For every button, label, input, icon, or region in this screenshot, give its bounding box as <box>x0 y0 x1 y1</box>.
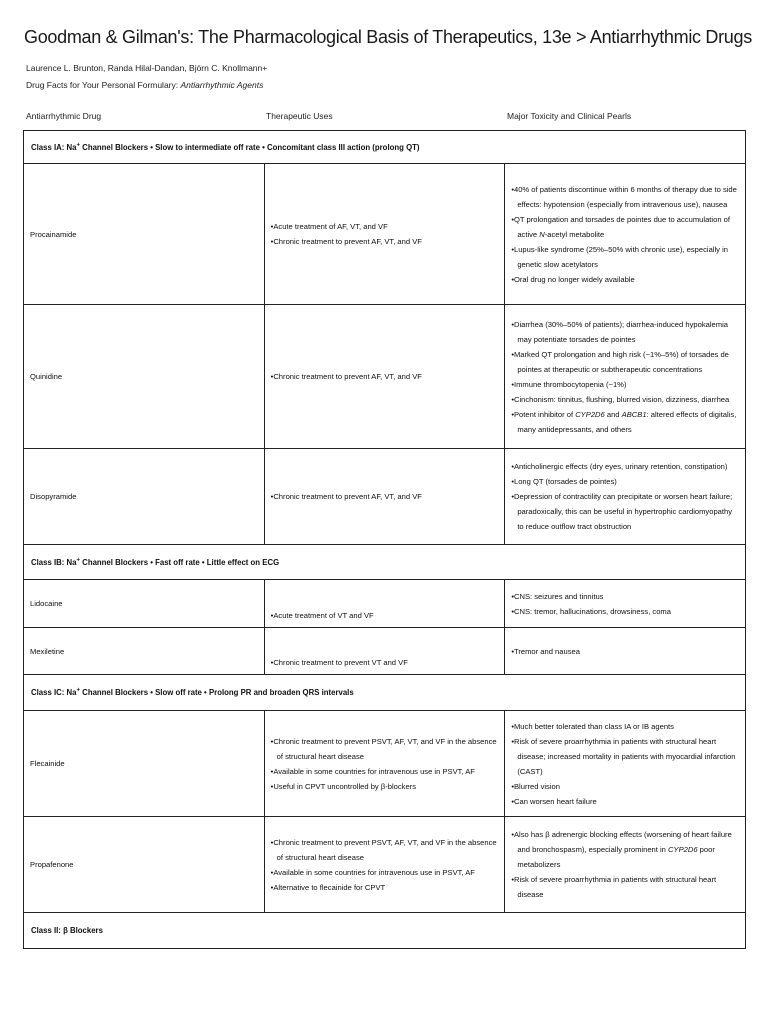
drug-name: Flecainide <box>24 711 265 817</box>
class-row-ic <box>24 675 746 711</box>
list-item: • Chronic treatment to prevent PSVT, AF, VT, and VF in the absence of structural heart disease <box>271 835 499 865</box>
list-item: • CNS: tremor, hallucinations, drowsiness, coma <box>511 604 739 619</box>
toxicity-notes <box>505 305 746 449</box>
list-item: • Chronic treatment to prevent VT and VF <box>271 655 499 670</box>
toxicity-notes <box>505 628 746 675</box>
table-row-disopyramide <box>24 449 746 545</box>
table-row-flecainide <box>24 711 746 817</box>
drug-name: Procainamide <box>24 164 265 305</box>
list-item: • Blurred vision <box>511 779 739 794</box>
list-item: • Tremor and nausea <box>511 644 739 659</box>
list-item: • CNS: seizures and tinnitus <box>511 589 739 604</box>
table-row-mexiletine <box>24 628 746 675</box>
drug-name: Propafenone <box>24 817 265 913</box>
list-item: • Diarrhea (30%–50% of patients); diarrhea-induced hypokalemia may potentiate torsades de pointes <box>511 317 739 347</box>
class-label-ic: Class IC: Na+ Channel Blockers • Slow off rate • Prolong PR and broaden QRS intervals <box>24 675 746 711</box>
toxicity-notes <box>505 449 746 545</box>
list-item: • Chronic treatment to prevent AF, VT, and VF <box>271 234 499 249</box>
column-header-uses: Therapeutic Uses <box>266 111 333 121</box>
list-item: • Marked QT prolongation and high risk (~1%–5%) of torsades de pointes at therapeutic or subtherapeutic concentrations <box>511 347 739 377</box>
class-row-ii <box>24 913 746 949</box>
list-item: • Immune thrombocytopenia (~1%) <box>511 377 739 392</box>
list-item: • Much better tolerated than class IA or IB agents <box>511 719 739 734</box>
list-item: • Potent inhibitor of CYP2D6 and ABCB1: altered effects of digitalis, many antidepressants, and others <box>511 407 739 437</box>
therapeutic-uses <box>264 164 505 305</box>
table-row-propafenone <box>24 817 746 913</box>
toxicity-notes <box>505 817 746 913</box>
list-item: • Anticholinergic effects (dry eyes, urinary retention, constipation) <box>511 459 739 474</box>
subtitle-italic: Antiarrhythmic Agents <box>180 80 264 90</box>
list-item: • Lupus-like syndrome (25%–50% with chronic use), especially in genetic slow acetylators <box>511 242 739 272</box>
table-row-lidocaine <box>24 580 746 628</box>
toxicity-notes <box>505 711 746 817</box>
list-item: • Cinchonism: tinnitus, flushing, blurred vision, dizziness, diarrhea <box>511 392 739 407</box>
therapeutic-uses <box>264 580 505 628</box>
list-item: • Long QT (torsades de pointes) <box>511 474 739 489</box>
class-label-ii: Class II: β Blockers <box>24 913 746 949</box>
toxicity-notes <box>505 164 746 305</box>
therapeutic-uses <box>264 817 505 913</box>
list-item: • QT prolongation and torsades de pointes due to accumulation of active N-acetyl metabolite <box>511 212 739 242</box>
column-headers <box>0 111 768 123</box>
therapeutic-uses <box>264 449 505 545</box>
class-row-ib <box>24 545 746 580</box>
list-item: • Chronic treatment to prevent PSVT, AF, VT, and VF in the absence of structural heart disease <box>271 734 499 764</box>
page-title: Goodman & Gilman's: The Pharmacological Basis of Therapeutics, 13e > Antiarrhythmic Drugs <box>24 27 752 47</box>
list-item: • Can worsen heart failure <box>511 794 739 809</box>
list-item: • Risk of severe proarrhythmia in patients with structural heart disease <box>511 872 739 902</box>
list-item: • Risk of severe proarrhythmia in patients with structural heart disease; increased mortality in patients with myocardial infarction (CAST) <box>511 734 739 779</box>
drug-name: Disopyramide <box>24 449 265 545</box>
drug-name: Mexiletine <box>24 628 265 675</box>
list-item: • Alternative to flecainide for CPVT <box>271 880 499 895</box>
section-subtitle <box>26 80 263 90</box>
list-item: • Available in some countries for intravenous use in PSVT, AF <box>271 764 499 779</box>
list-item: • Depression of contractility can precipitate or worsen heart failure; paradoxically, this can be useful in hypertrophic cardiomyopathy to reduce outflow tract obstruction <box>511 489 739 534</box>
list-item: • Oral drug no longer widely available <box>511 272 739 287</box>
class-label-ib: Class IB: Na+ Channel Blockers • Fast off rate • Little effect on ECG <box>24 545 746 580</box>
therapeutic-uses <box>264 305 505 449</box>
list-item: • 40% of patients discontinue within 6 months of therapy due to side effects: hypotension (especially from intravenous use), nausea <box>511 182 739 212</box>
subtitle-prefix: Drug Facts for Your Personal Formulary: <box>26 80 181 90</box>
table-row-quinidine <box>24 305 746 449</box>
list-item: • Chronic treatment to prevent AF, VT, and VF <box>271 489 499 504</box>
therapeutic-uses <box>264 711 505 817</box>
list-item: • Chronic treatment to prevent AF, VT, and VF <box>271 369 499 384</box>
therapeutic-uses <box>264 628 505 675</box>
class-label-ia: Class IA: Na+ Channel Blockers • Slow to intermediate off rate • Concomitant class III action (prolong QT) <box>24 131 746 164</box>
list-item: • Also has β adrenergic blocking effects (worsening of heart failure and bronchospasm), especially prominent in CYP2D6 poor metabolizers <box>511 827 739 872</box>
author-list: Laurence L. Brunton, Randa Hilal-Dandan, Björn C. Knollmann+ <box>26 63 268 73</box>
drug-name: Quinidine <box>24 305 265 449</box>
list-item: • Acute treatment of VT and VF <box>271 608 499 623</box>
list-item: • Acute treatment of AF, VT, and VF <box>271 219 499 234</box>
list-item: • Useful in CPVT uncontrolled by β-blockers <box>271 779 499 794</box>
toxicity-notes <box>505 580 746 628</box>
column-header-toxicity: Major Toxicity and Clinical Pearls <box>507 111 632 121</box>
drug-name: Lidocaine <box>24 580 265 628</box>
column-header-drug: Antiarrhythmic Drug <box>26 111 102 121</box>
drug-table <box>23 130 746 949</box>
list-item: • Available in some countries for intravenous use in PSVT, AF <box>271 865 499 880</box>
class-row-ia <box>24 131 746 164</box>
table-row-procainamide <box>24 164 746 305</box>
